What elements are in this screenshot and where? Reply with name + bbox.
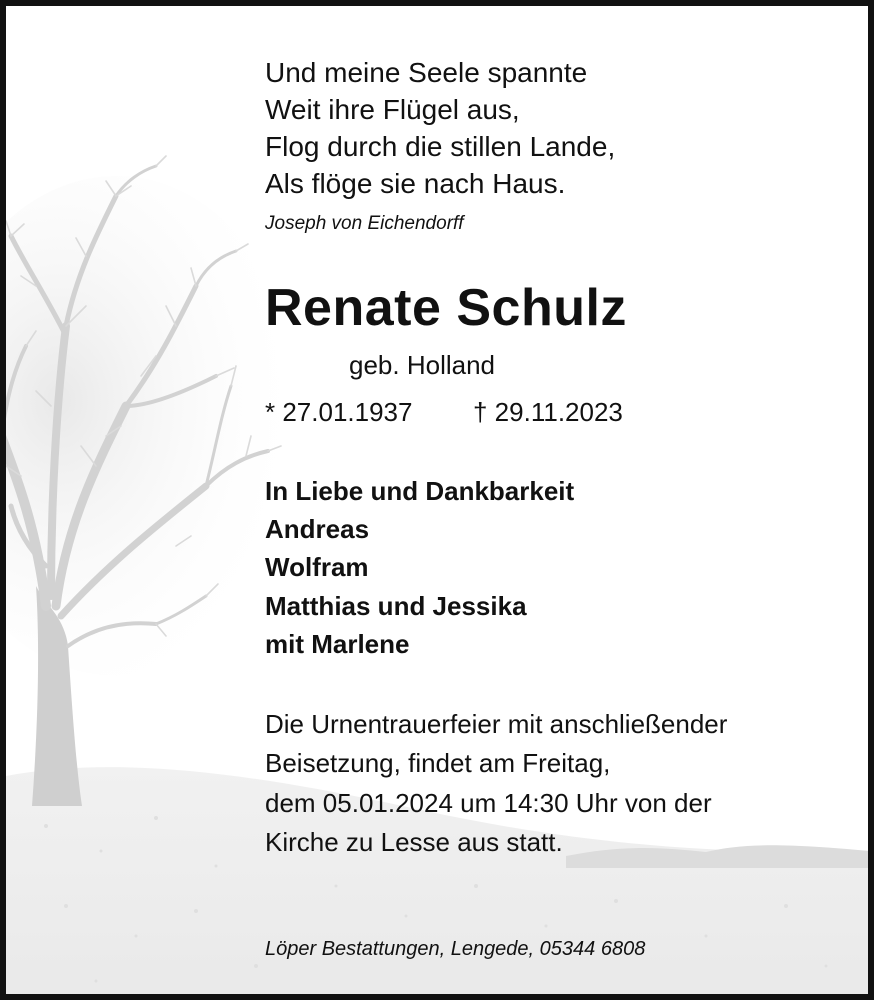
undertaker-info: Löper Bestattungen, Lengede, 05344 6808 xyxy=(265,938,646,960)
service-line: Kirche zu Lesse aus statt. xyxy=(265,827,563,857)
mourners-line: Wolfram xyxy=(265,552,369,582)
maiden-name: geb. Holland xyxy=(349,350,495,380)
service-line: Die Urnentrauerfeier mit anschließender xyxy=(265,709,728,739)
poem-line: Als flöge sie nach Haus. xyxy=(265,168,566,199)
poem-line: Flog durch die stillen Lande, xyxy=(265,131,616,162)
mourners-line: In Liebe und Dankbarkeit xyxy=(265,476,575,506)
death-date: † 29.11.2023 xyxy=(473,397,623,427)
mourners-line: mit Marlene xyxy=(265,629,410,659)
service-line: Beisetzung, findet am Freitag, xyxy=(265,748,611,778)
poem-line: Und meine Seele spannte xyxy=(265,57,588,88)
birth-date: * 27.01.1937 xyxy=(265,397,413,427)
mourners-line: Andreas xyxy=(265,514,370,544)
service-line: dem 05.01.2024 um 14:30 Uhr von der xyxy=(265,788,712,818)
deceased-name: Renate Schulz xyxy=(265,279,627,337)
poem-author: Joseph von Eichendorff xyxy=(265,213,464,234)
poem-line: Weit ihre Flügel aus, xyxy=(265,94,520,125)
mourners-line: Matthias und Jessika xyxy=(265,591,527,621)
